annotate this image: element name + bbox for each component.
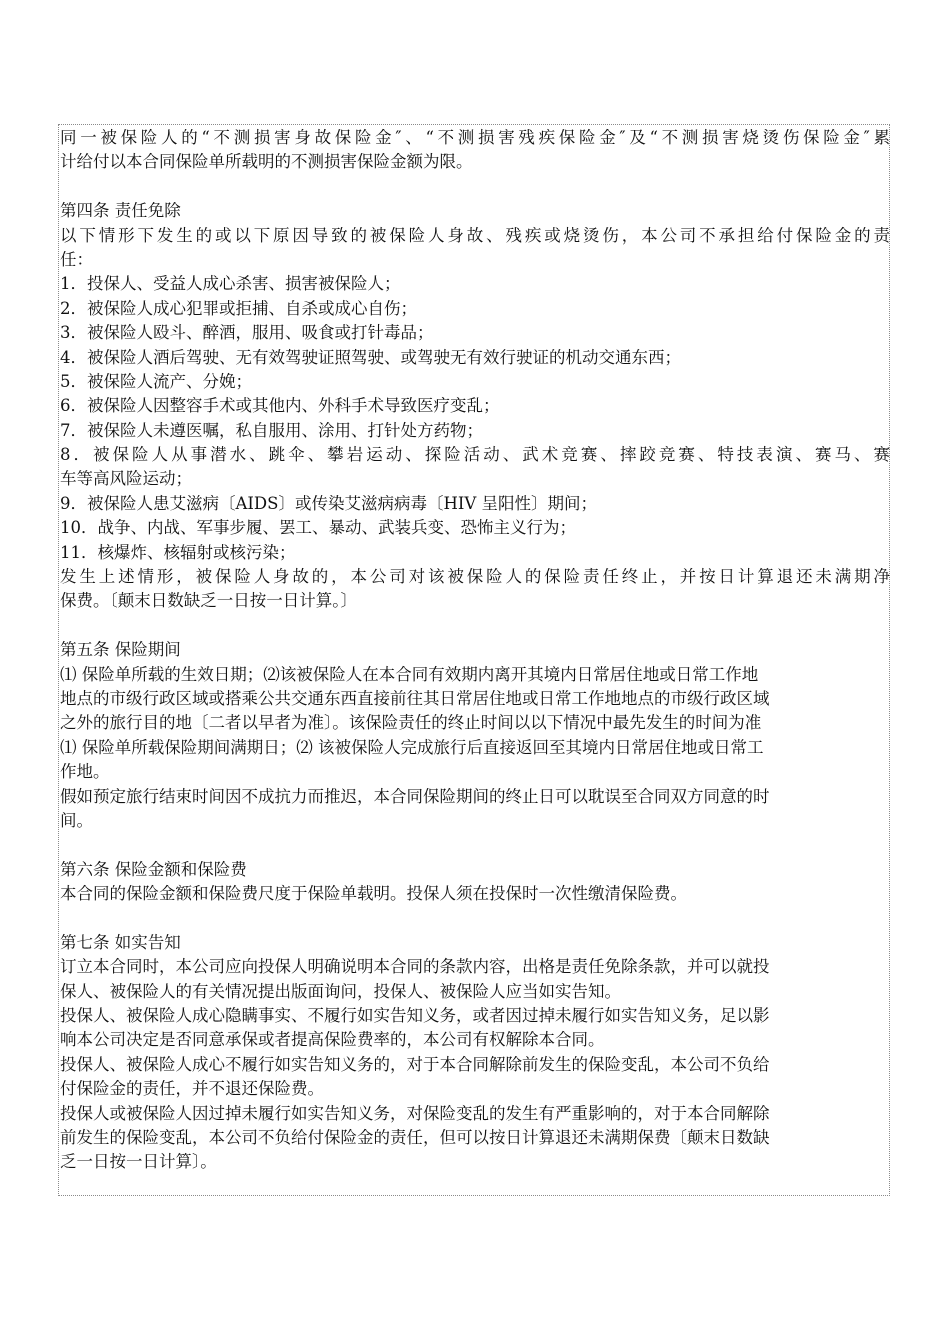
text-line: 投保人、被保险人成心不履行如实告知义务的，对于本合同解除前发生的保险变乱，本公司不负给 bbox=[60, 1054, 770, 1074]
text-line: 地点的市级行政区域或搭乘公共交通东西直接前往其日常居住地或日常工作地地点的市级行政区域 bbox=[60, 688, 770, 708]
text-line: 8．被保险人从事潜水、跳伞、攀岩运动、探险活动、武术竞赛、摔跤竞赛、特技表演、赛马、赛 bbox=[60, 445, 890, 465]
blank-line bbox=[60, 614, 890, 638]
text-line: 4．被保险人酒后驾驶、无有效驾驶证照驾驶、或驾驶无有效行驶证的机动交通东西； bbox=[60, 347, 681, 367]
text-line: 发生上述情形，被保险人身故的，本公司对该被保险人的保险责任终止，并按日计算退还未满期净 bbox=[60, 567, 890, 587]
blank-line bbox=[60, 833, 890, 857]
text-line: 车等高风险运动； bbox=[60, 469, 192, 489]
text-line: 之外的旅行目的地〔二者以早者为准〕。该保险责任的终止时间以以下情况中最先发生的时间为准 bbox=[60, 713, 762, 733]
text-line: 本合同的保险金额和保险费尺度于保险单载明。投保人须在投保时一次性缴清保险费。 bbox=[60, 884, 687, 904]
section-heading: 第六条 保险金额和保险费 bbox=[60, 859, 247, 879]
text-line: 任： bbox=[60, 249, 93, 269]
text-line: 6．被保险人因整容手术或其他内、外科手术导致医疗变乱； bbox=[60, 396, 500, 416]
text-line: ⑴ 保险单所载的生效日期；⑵该被保险人在本合同有效期内离开其境内日常居住地或日常工作地 bbox=[60, 664, 759, 684]
text-line: 同一被保险人的“不测损害身故保险金″、“不测损害残疾保险金″及“不测损害烧烫伤保险金″累 bbox=[60, 128, 890, 147]
text-line: 订立本合同时，本公司应向投保人明确说明本合同的条款内容，出格是责任免除条款，并可以就投 bbox=[60, 957, 770, 977]
text-line: 作地。 bbox=[60, 762, 110, 782]
text-line: 投保人、被保险人成心隐瞒事实、不履行如实告知义务，或者因过掉未履行如实告知义务，足以影 bbox=[60, 1006, 770, 1026]
text-line: 付保险金的责任，并不退还保险费。 bbox=[60, 1079, 324, 1099]
document-body bbox=[60, 126, 890, 1175]
text-line: 前发生的保险变乱，本公司不负给付保险金的责任，但可以按日计算退还未满期保费〔颠末日数缺 bbox=[60, 1128, 770, 1148]
text-line: 5．被保险人流产、分娩； bbox=[60, 371, 252, 391]
text-line: 3．被保险人殴斗、醉酒，服用、吸食或打针毒品； bbox=[60, 323, 434, 343]
text-line: 响本公司决定是否同意承保或者提高保险费率的，本公司有权解除本合同。 bbox=[60, 1030, 605, 1050]
text-line: 1．投保人、受益人成心杀害、损害被保险人； bbox=[60, 274, 401, 294]
text-line: 乏一日按一日计算〕。 bbox=[60, 1152, 217, 1172]
section-heading: 第七条 如实告知 bbox=[60, 932, 181, 952]
text-line: 保人、被保险人的有关情况提出版面询问，投保人、被保险人应当如实告知。 bbox=[60, 981, 621, 1001]
text-line: 2．被保险人成心犯罪或拒捕、自杀或成心自伤； bbox=[60, 298, 417, 318]
text-line: 投保人或被保险人因过掉未履行如实告知义务，对保险变乱的发生有严重影响的，对于本合同解除 bbox=[60, 1103, 770, 1123]
blank-line bbox=[60, 175, 890, 199]
section-heading: 第四条 责任免除 bbox=[60, 201, 181, 221]
blank-line bbox=[60, 907, 890, 931]
text-line: 以下情形下发生的或以下原因导致的被保险人身故、残疾或烧烫伤，本公司不承担给付保险金的责 bbox=[60, 225, 890, 245]
text-line: 11．核爆炸、核辐射或核污染； bbox=[60, 542, 296, 562]
text-line: 保费。〔颠末日数缺乏一日按一日计算。〕 bbox=[60, 591, 357, 611]
text-line: 9．被保险人患艾滋病〔AIDS〕或传染艾滋病病毒〔HIV 呈阳性〕期间； bbox=[60, 493, 598, 513]
text-line: ⑴ 保险单所载保险期间满期日；⑵ 该被保险人完成旅行后直接返回至其境内日常居住地或日常工 bbox=[60, 737, 764, 757]
text-line: 假如预定旅行结束时间因不成抗力而推迟，本合同保险期间的终止日可以耽误至合同双方同意的时 bbox=[60, 786, 770, 806]
text-line: 7．被保险人未遵医嘱，私自服用、涂用、打针处方药物； bbox=[60, 420, 483, 440]
section-heading: 第五条 保险期间 bbox=[60, 640, 181, 660]
text-line: 10．战争、内战、军事步履、罢工、暴动、武装兵变、恐怖主义行为； bbox=[60, 518, 576, 538]
text-line: 计给付以本合同保险单所载明的不测损害保险金额为限。 bbox=[60, 152, 473, 172]
text-line: 间。 bbox=[60, 810, 93, 830]
